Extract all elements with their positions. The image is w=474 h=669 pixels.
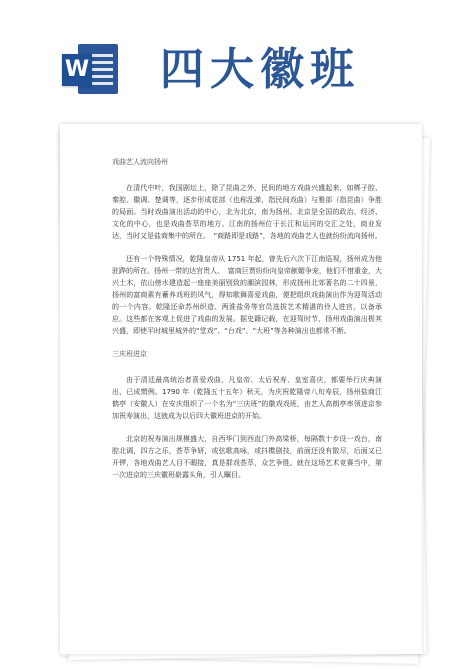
page-title: 四大徽班	[160, 44, 360, 95]
document-body	[112, 156, 382, 492]
document-page	[60, 124, 422, 654]
paragraph: 由于清廷最高统治者喜爱戏曲，凡皇帝、太后祝寿、皇室喜庆，都要举行庆典演出，已成惯例。1790 年（乾隆五十五年）秋天，为庆祝乾隆帝八旬寿辰，扬州盐商江鹤亭（安徽人）在安庆组织了一个名为“三庆班”的徽戏戏班，由艺人高朗亭率领进京参加祝寿演出，这就成为以后四大徽班进京的开始。	[112, 376, 382, 420]
document-preview	[60, 124, 428, 660]
word-document-icon	[58, 40, 120, 98]
paragraph: 还有一个特殊情况，乾隆皇帝从 1751 年起，曾先后六次下江南巡视，扬州成为他驻跸的所在。扬州一带的达官贵人、 富商巨贾纷纷向皇帝献媚争宠，他们不惜重金，大兴土木，依山傍水建造起一座座美丽别致的潮滨园林，形成扬州北郊著名的二十四景，扬州的富商素有蓄养戏班的风气，得知歌舞喜爱戏曲，便把组织戏曲演出作为迎驾活动的一个内容。乾隆还命苏州织造、两淮盐务等官员选拔艺术精湛的伶人进宫，以备承应。这些都在客观上促进了戏曲的发展。据史籍记载，在迎驾时节，扬州戏曲演出极其兴盛，即使平时城里城外的“堂戏”、“台戏”、“大班”等各种演出也都常不断。	[112, 255, 382, 335]
section-heading: 三庆班进京	[112, 350, 147, 358]
section-heading: 戏曲艺人流向扬州	[112, 158, 168, 166]
paragraph: 在清代中叶，我国剧坛上，除了昆曲之外，民间的地方戏曲兴盛起来，如梆子腔、秦腔、徽调、楚调等，逐步形成花部（也称乱弹，指民间戏曲）与雅部（指昆曲）争胜的局面。当时戏曲演出活动的中心，北为北京，南为扬州。北京是全国的政治、经济、文化的中心，也是戏曲荟萃的地方。江南的扬州位于长江和运河的交汇之处，商业发达，当时又是盐商集中的所在。 “商路即是戏路”，各地的戏曲艺人也就纷纷流向扬州。	[112, 184, 382, 240]
word-icon-letter: W	[62, 54, 92, 86]
paragraph: 北京的祝寿演出规模盛大，自西华门到西直门外高梁桥，每隔数十步设一戏台，南腔北调，四方之乐，荟萃争妍，或弦歌高咏，或抖擞剧技，前面还没有散尽，后面又已开锣，各地戏曲艺人目不暇接，真是群戏荟萃，众艺争胜。就在这场艺术竞赛当中，第一次进京的三庆徽班崭露头角，引人瞩目。	[112, 435, 382, 479]
header	[0, 0, 474, 120]
